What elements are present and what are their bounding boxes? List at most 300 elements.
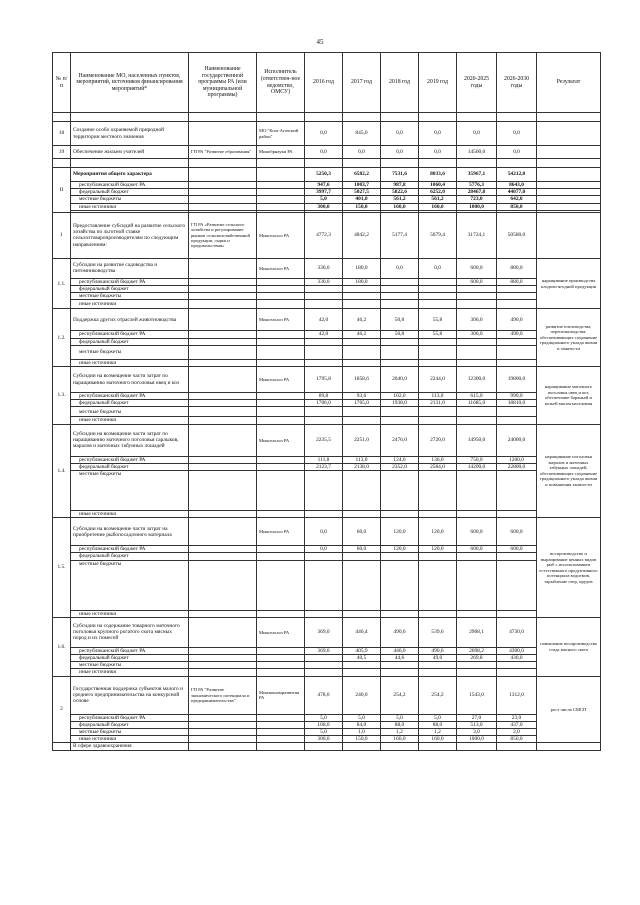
value-cell: 35967,1 — [457, 168, 497, 182]
value-cell: 600,0 — [457, 278, 497, 285]
program-table — [52, 52, 601, 751]
table-row — [53, 203, 601, 210]
table-row — [53, 258, 601, 278]
value-cell: 12300,0 — [457, 367, 497, 393]
value-cell: 306,0 — [457, 309, 497, 331]
source-label: иные источники — [71, 669, 189, 676]
value-cell: 2698,2 — [457, 647, 497, 654]
value-cell: 113,0 — [343, 456, 381, 463]
value-cell: 2131,0 — [419, 400, 457, 407]
source-label: местные бюджеты — [71, 560, 189, 610]
value-cell: 539,6 — [419, 617, 457, 647]
value-cell: 5776,3 — [457, 182, 497, 189]
result-cell: развитие пчеловодства, перепелководства, обеспечивающих сохранение традиционного уклада жизни и занятости — [537, 309, 601, 367]
source-label: местные бюджеты — [71, 729, 189, 736]
value-cell: 2040,0 — [381, 367, 419, 393]
table-row — [53, 400, 601, 407]
row-executor: Минсельхоз РА — [257, 518, 305, 546]
row-executor: Минсельхоз РА — [257, 258, 305, 278]
row-name: Субсидии на возмещение части затрат на приобретение рыбопосадочного материала — [71, 518, 189, 546]
value-cell: 0,0 — [305, 146, 343, 159]
row-executor: Минсельхоз РА — [257, 617, 305, 647]
value-cell: 0,0 — [497, 146, 537, 159]
value-cell: 723,0 — [457, 196, 497, 203]
value-cell: 50580,0 — [497, 212, 537, 258]
value-cell: 2244,0 — [419, 367, 457, 393]
row-num: 18 — [53, 122, 71, 146]
source-label: федеральный бюджет — [71, 655, 189, 662]
value-cell: 446,4 — [343, 617, 381, 647]
row-program: ГП РА "Развитие образования" — [189, 146, 257, 159]
value-cell: 8643,0 — [497, 182, 537, 189]
source-label: республиканский бюджет РА — [71, 393, 189, 400]
value-cell: 306,0 — [457, 331, 497, 338]
source-label: республиканский бюджет РА — [71, 278, 189, 285]
table-row — [53, 511, 601, 518]
value-cell: 93,6 — [343, 393, 381, 400]
value-cell: 14200,0 — [457, 463, 497, 470]
table-row — [53, 146, 601, 159]
value-cell: 1858,6 — [343, 367, 381, 393]
table-row — [53, 331, 601, 338]
table-row — [53, 456, 601, 463]
col-executor: Исполнитель (ответствен-ное ведомство, ОМСУ) — [257, 53, 305, 113]
table-row — [53, 676, 601, 714]
table-row — [53, 617, 601, 647]
col-2018: 2018 год — [381, 53, 419, 113]
value-cell: 14500,0 — [457, 146, 497, 159]
table-row — [53, 729, 601, 736]
value-cell: 437,0 — [497, 721, 537, 728]
value-cell: 42,0 — [305, 309, 343, 331]
value-cell: 27,0 — [457, 714, 497, 721]
value-cell: 5,0 — [381, 714, 419, 721]
value-cell: 1,2 — [419, 729, 457, 736]
table-row — [53, 736, 601, 743]
value-cell: 600,0 — [457, 258, 497, 278]
value-cell: 7531,6 — [381, 168, 419, 182]
row-name: Субсидии на возмещение части затрат по наращиванию маточного поголовья овец и коз — [71, 367, 189, 393]
row-num: 19 — [53, 146, 71, 159]
value-cell: 446,0 — [381, 647, 419, 654]
value-cell: 0,0 — [419, 146, 457, 159]
result-cell: воспроизводство и выращивание ценных видов рыб с использованием естественного продуктивного потенциала водоемов, зарыбление озер, прудов — [537, 518, 601, 618]
source-label: иные источники — [71, 417, 189, 424]
source-label: местные бюджеты — [71, 662, 189, 669]
value-cell: 6582,2 — [343, 168, 381, 182]
table-row — [53, 518, 601, 546]
value-cell: 0,0 — [419, 258, 457, 278]
value-cell: 750,0 — [457, 456, 497, 463]
row-executor: Минсельхоз РА — [257, 212, 305, 258]
row-name: Предоставление субсидий на развитие сельского хозяйства по льготной ставке сельхозтоваропроизводителям по следующим направлениям: — [71, 212, 189, 258]
value-cell: 880,0 — [497, 278, 537, 285]
row-executor: Минсельхоз РА — [257, 309, 305, 331]
value-cell: 0,0 — [419, 122, 457, 146]
value-cell: 1003,7 — [343, 182, 381, 189]
value-cell: 5250,3 — [305, 168, 343, 182]
table-row — [53, 647, 601, 654]
source-label: республиканский бюджет РА — [71, 331, 189, 338]
value-cell: 120,0 — [419, 546, 457, 553]
value-cell: 369,0 — [305, 617, 343, 647]
value-cell: 1765,0 — [343, 400, 381, 407]
table-row — [53, 714, 601, 721]
spacer-row — [53, 159, 601, 168]
value-cell: 240,0 — [343, 676, 381, 714]
value-cell: 24000,0 — [497, 424, 537, 456]
row-name: Государственная поддержка субъектов малого и среднего предпринимательства на конкурсной основе — [71, 676, 189, 714]
source-label: республиканский бюджет РА — [71, 456, 189, 463]
col-2016: 2016 год — [305, 53, 343, 113]
row-executor: Минобрнауки РА — [257, 146, 305, 159]
result-cell: наращивание производства плодово-ягодной продукции — [537, 258, 601, 309]
source-label: местные бюджеты — [71, 196, 189, 203]
value-cell: 490,6 — [381, 617, 419, 647]
value-cell — [305, 655, 343, 662]
value-cell: 111,8 — [305, 456, 343, 463]
table-row — [53, 286, 601, 293]
value-cell: 1,2 — [381, 729, 419, 736]
value-cell: 5,0 — [343, 714, 381, 721]
row-name: Субсидии на развитие садоводства и питомниководства — [71, 258, 189, 278]
result-cell: повышение воспроизводства стада мясного скота — [537, 617, 601, 676]
table-row — [53, 471, 601, 511]
value-cell: 2584,0 — [419, 463, 457, 470]
section-num: II — [53, 168, 71, 213]
value-cell: 0,0 — [343, 146, 381, 159]
value-cell: 60,0 — [343, 546, 381, 553]
value-cell: 40,5 — [343, 655, 381, 662]
value-cell: 300,0 — [305, 736, 343, 743]
col-2017: 2017 год — [343, 53, 381, 113]
value-cell: 850,0 — [497, 736, 537, 743]
value-cell: 1543,0 — [457, 676, 497, 714]
table-row — [53, 278, 601, 285]
table-row — [53, 182, 601, 189]
value-cell: 2251,0 — [343, 424, 381, 456]
value-cell: 490,6 — [419, 647, 457, 654]
source-label: федеральный бюджет — [71, 721, 189, 728]
value-cell: 136,0 — [419, 456, 457, 463]
table-row — [53, 189, 601, 196]
value-cell: 5,0 — [305, 196, 343, 203]
table-row — [53, 560, 601, 610]
value-cell: 120,0 — [419, 518, 457, 546]
value-cell: 42,0 — [305, 331, 343, 338]
value-cell: 1706,0 — [305, 400, 343, 407]
table-row — [53, 721, 601, 728]
value-cell: 168,0 — [305, 721, 343, 728]
value-cell: 160,0 — [419, 203, 457, 210]
spacer-row — [53, 113, 601, 122]
table-row — [53, 300, 601, 309]
value-cell: 2235,5 — [305, 424, 343, 456]
value-cell: 478,0 — [305, 676, 343, 714]
value-cell: 44,6 — [381, 655, 419, 662]
source-label: местные бюджеты — [71, 471, 189, 511]
value-cell: 0,0 — [381, 146, 419, 159]
value-cell: 88,0 — [419, 721, 457, 728]
value-cell: 1200,0 — [497, 456, 537, 463]
value-cell: 880,0 — [497, 258, 537, 278]
value-cell: 54212,0 — [497, 168, 537, 182]
value-cell: 5,0 — [305, 729, 343, 736]
value-cell: 300,0 — [305, 203, 343, 210]
row-num: 1.5. — [53, 518, 71, 618]
source-label: местные бюджеты — [71, 407, 189, 417]
table-row — [53, 669, 601, 676]
source-label: иные источники — [71, 300, 189, 309]
value-cell: 1312,0 — [497, 676, 537, 714]
value-cell: 5177,4 — [381, 212, 419, 258]
row-name: Создание особо охраняемой природной территории местного значения — [71, 122, 189, 146]
value-cell: 1000,0 — [457, 203, 497, 210]
value-cell: 150,0 — [343, 736, 381, 743]
value-cell: 55,8 — [419, 309, 457, 331]
result-cell: рост числа СМСП — [537, 676, 601, 743]
value-cell: 1795,8 — [305, 367, 343, 393]
value-cell: 1060,4 — [419, 182, 457, 189]
value-cell: 22800,0 — [497, 463, 537, 470]
value-cell: 14950,0 — [457, 424, 497, 456]
table-row — [53, 309, 601, 331]
row-program: ГП РА «Развитие сельского хозяйства и регулирование рынков сельскохозяйственной продукции, сырья и продовольствия» — [189, 212, 257, 258]
section-title: Мероприятия общего характера — [71, 168, 189, 182]
row-name: Субсидии на содержание товарного маточного поголовья крупного рогатого скота мясных пород и их помесей — [71, 617, 189, 647]
col-program: Наименование государственной программы РА (или муниципальной программы) — [189, 53, 257, 113]
value-cell: 2138,0 — [343, 463, 381, 470]
value-cell: 600,0 — [497, 518, 537, 546]
table-row — [53, 553, 601, 560]
col-name: Наименование МО, населенных пунктов, мероприятий, источников финансирования мероприятий* — [71, 53, 189, 113]
table-row — [53, 463, 601, 470]
row-executor: Минсельхоз РА — [257, 424, 305, 456]
row-name: Обеспечение жильем учителей — [71, 146, 189, 159]
value-cell: 11685,0 — [457, 400, 497, 407]
table-row — [53, 345, 601, 359]
value-cell: 0,0 — [497, 122, 537, 146]
row-num: 1 — [53, 212, 71, 258]
value-cell: 3,0 — [457, 729, 497, 736]
value-cell: 2,0 — [497, 729, 537, 736]
result-cell: наращивание маточного поголовья овец и коз, обеспечение бараньей и козьей мясом населения — [537, 367, 601, 425]
value-cell: 102,0 — [381, 393, 419, 400]
row-executor: Минэкономразвития РА — [257, 676, 305, 714]
row-num: 2 — [53, 676, 71, 743]
value-cell: 5027,5 — [343, 189, 381, 196]
source-label: федеральный бюджет — [71, 463, 189, 470]
table-row — [53, 546, 601, 553]
source-label: иные источники — [71, 610, 189, 617]
table-row — [53, 655, 601, 662]
value-cell: 6252,0 — [419, 189, 457, 196]
value-cell: 269,8 — [457, 655, 497, 662]
source-label: республиканский бюджет РА — [71, 182, 189, 189]
value-cell: 600,0 — [457, 546, 497, 553]
value-cell: 160,0 — [419, 736, 457, 743]
value-cell: 4842,2 — [343, 212, 381, 258]
table-row — [53, 196, 601, 203]
source-label: иные источники — [71, 736, 189, 743]
value-cell: 4730,0 — [497, 617, 537, 647]
value-cell: 5679,4 — [419, 212, 457, 258]
value-cell: 49,0 — [419, 655, 457, 662]
value-cell: 990,0 — [497, 393, 537, 400]
value-cell: 600,0 — [497, 546, 537, 553]
value-cell: 8033,6 — [419, 168, 457, 182]
value-cell: 0,0 — [305, 518, 343, 546]
col-result: Результат — [537, 53, 601, 113]
value-cell: 180,0 — [343, 278, 381, 285]
value-cell: 180,0 — [343, 258, 381, 278]
value-cell — [381, 278, 419, 285]
table-row — [53, 407, 601, 417]
value-cell: 44077,0 — [497, 189, 537, 196]
value-cell: 0,0 — [381, 258, 419, 278]
value-cell: 490,0 — [497, 331, 537, 338]
table-row — [53, 424, 601, 456]
col-2020-2025: 2020-2025 годы — [457, 53, 497, 113]
table-row — [53, 338, 601, 345]
value-cell: 28467,8 — [457, 189, 497, 196]
col-2026-2030: 2026-2030 годы — [497, 53, 537, 113]
value-cell: 254,2 — [381, 676, 419, 714]
value-cell: 513,0 — [457, 721, 497, 728]
value-cell: 845,0 — [343, 122, 381, 146]
value-cell: 2123,7 — [305, 463, 343, 470]
value-cell: 0,0 — [457, 122, 497, 146]
value-cell: 50,8 — [381, 331, 419, 338]
source-label: местные бюджеты — [71, 293, 189, 300]
value-cell: 405,9 — [343, 647, 381, 654]
value-cell: 31724,1 — [457, 212, 497, 258]
value-cell: 369,0 — [305, 647, 343, 654]
section-title: В сфере здравоохранения — [71, 743, 189, 750]
value-cell: 0,0 — [305, 546, 343, 553]
value-cell — [419, 278, 457, 285]
value-cell: 947,6 — [305, 182, 343, 189]
value-cell: 160,0 — [381, 736, 419, 743]
value-cell: 850,0 — [497, 203, 537, 210]
source-label: федеральный бюджет — [71, 400, 189, 407]
value-cell: 46,2 — [343, 309, 381, 331]
table-row — [53, 367, 601, 393]
value-cell: 60,0 — [343, 518, 381, 546]
table-row — [53, 662, 601, 669]
row-num: 1.2. — [53, 309, 71, 367]
header-row — [53, 53, 601, 113]
row-num: 1.6. — [53, 617, 71, 676]
row-num: 1.3. — [53, 367, 71, 425]
value-cell: 2476,0 — [381, 424, 419, 456]
value-cell: 46,2 — [343, 331, 381, 338]
value-cell: 5,0 — [305, 714, 343, 721]
value-cell: 401,0 — [343, 196, 381, 203]
source-label: республиканский бюджет РА — [71, 647, 189, 654]
value-cell: 561,2 — [419, 196, 457, 203]
value-cell: 330,0 — [305, 258, 343, 278]
value-cell: 330,0 — [305, 278, 343, 285]
source-label: федеральный бюджет — [71, 338, 189, 345]
row-num: 1.1. — [53, 258, 71, 309]
value-cell: 120,0 — [381, 518, 419, 546]
col-num: № п/п — [53, 53, 71, 113]
source-label: республиканский бюджет РА — [71, 714, 189, 721]
col-2019: 2019 год — [419, 53, 457, 113]
value-cell: 18810,0 — [497, 400, 537, 407]
value-cell: 5822,6 — [381, 189, 419, 196]
value-cell: 642,0 — [497, 196, 537, 203]
value-cell: 4300,0 — [497, 647, 537, 654]
row-num: 1.4. — [53, 424, 71, 518]
row-program: ГП РА "Развитие экономического потенциала и предпринимательства" — [189, 676, 257, 714]
value-cell: 2720,0 — [419, 424, 457, 456]
value-cell: 150,0 — [343, 203, 381, 210]
value-cell: 430,0 — [497, 655, 537, 662]
table-row — [53, 393, 601, 400]
value-cell: 55,8 — [419, 331, 457, 338]
row-name: Субсидии на возмещение части затрат по наращиванию маточного поголовья сарлыков, маралов и маточных табунных лошадей — [71, 424, 189, 456]
row-executor: Минсельхоз РА — [257, 367, 305, 393]
source-label: федеральный бюджет — [71, 553, 189, 560]
value-cell: 120,0 — [381, 546, 419, 553]
value-cell: 0,0 — [305, 122, 343, 146]
source-label: федеральный бюджет — [71, 189, 189, 196]
value-cell: 113,0 — [419, 393, 457, 400]
source-label: иные источники — [71, 203, 189, 210]
table-row — [53, 359, 601, 366]
page-number: 45 — [316, 38, 324, 46]
row-executor: МО "Кош-Агачский район" — [257, 122, 305, 146]
value-cell: 23,0 — [497, 714, 537, 721]
value-cell: 1000,0 — [457, 736, 497, 743]
value-cell: 1938,0 — [381, 400, 419, 407]
source-label: иные источники — [71, 359, 189, 366]
value-cell: 2352,0 — [381, 463, 419, 470]
value-cell: 5,0 — [419, 714, 457, 721]
section-row — [53, 743, 601, 750]
value-cell: 84,0 — [343, 721, 381, 728]
value-cell: 160,0 — [381, 203, 419, 210]
source-label: местные бюджеты — [71, 345, 189, 359]
value-cell: 50,8 — [381, 309, 419, 331]
result-cell: наращивание поголовья маралов и маточных табунных лошадей, обеспечивающих сохранение традиционного уклада жизни и повышения занятости — [537, 424, 601, 518]
value-cell: 561,2 — [381, 196, 419, 203]
table-row — [53, 212, 601, 258]
source-label: иные источники — [71, 511, 189, 518]
value-cell: 3997,7 — [305, 189, 343, 196]
value-cell: 0,0 — [381, 122, 419, 146]
value-cell: 600,0 — [457, 518, 497, 546]
value-cell: 88,0 — [381, 721, 419, 728]
value-cell: 490,0 — [497, 309, 537, 331]
value-cell: 4772,3 — [305, 212, 343, 258]
source-label: федеральный бюджет — [71, 286, 189, 293]
value-cell: 1,0 — [343, 729, 381, 736]
section-row — [53, 168, 601, 182]
table-row — [53, 293, 601, 300]
value-cell: 254,2 — [419, 676, 457, 714]
row-name: Поддержка других отраслей животноводства — [71, 309, 189, 331]
table-row — [53, 417, 601, 424]
table-row — [53, 610, 601, 617]
value-cell: 89,8 — [305, 393, 343, 400]
value-cell: 19800,0 — [497, 367, 537, 393]
table-row — [53, 122, 601, 146]
source-label: республиканский бюджет РА — [71, 546, 189, 553]
value-cell: 2968,1 — [457, 617, 497, 647]
